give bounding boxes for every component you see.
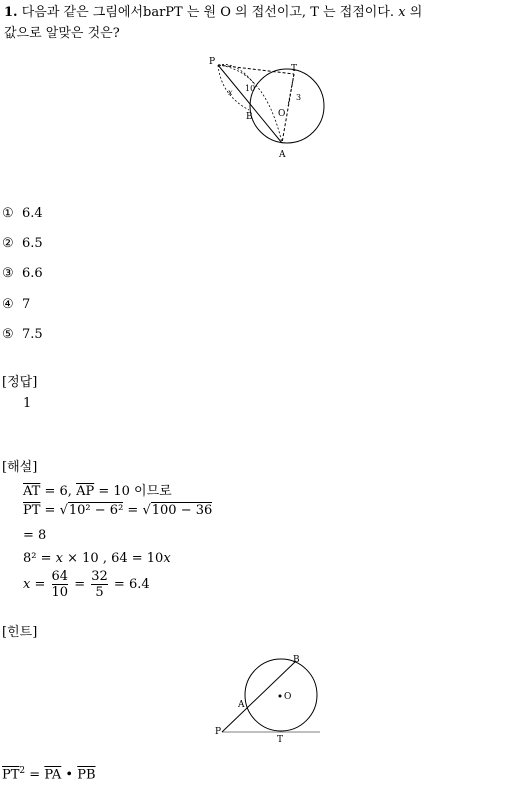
explanation-label: [해설]: [2, 460, 38, 475]
option-3-value: 6.6: [22, 266, 43, 281]
segment-pa: [218, 65, 282, 143]
answer-value: 1: [23, 396, 32, 411]
segment-pt: $\overline{PT}$: [23, 503, 41, 518]
radicand-2: 100 − 36: [151, 503, 213, 518]
eq-at: = 6,: [40, 484, 77, 499]
hint-label: [힌트]: [2, 625, 38, 640]
explanation-line-4: [23, 551, 171, 566]
option-2-value: 6.5: [22, 236, 43, 251]
option-1-value: 6.4: [22, 206, 43, 221]
brace-10: [218, 64, 255, 85]
option-1-number: ①: [2, 206, 14, 221]
sqrt-sign-1: √: [59, 503, 68, 518]
tangent-secant-figure: [205, 55, 335, 167]
question-line2: 값으로 알맞은 것은?: [4, 26, 120, 41]
formula-pa: $\overline{PA}$: [44, 767, 62, 783]
fraction-32-5: [91, 569, 108, 600]
segment-at: $\overline{AT}$: [23, 484, 41, 499]
question-variable: x: [398, 5, 406, 20]
line4-var2: x: [163, 551, 171, 566]
circle-o: [250, 69, 324, 143]
question-number: 1.: [4, 5, 18, 20]
hint-label-a: A: [238, 700, 245, 710]
label-x: x: [228, 88, 233, 97]
option-3-number: ③: [2, 266, 14, 281]
label-3: 3: [296, 93, 302, 102]
question-line1-end: 의: [409, 5, 423, 20]
line4-var: x: [55, 551, 63, 566]
option-5[interactable]: [2, 327, 43, 342]
question-line1: 다음과 같은 그림에서barPT 는 원 O 의 접선이고, T 는 접점이다.: [21, 5, 395, 20]
label-t: T: [291, 64, 298, 74]
option-5-number: ⑤: [2, 327, 14, 342]
fraction-2-numerator: 32: [91, 569, 108, 584]
option-4-number: ④: [2, 297, 14, 312]
radicand-1: 10² − 6²: [68, 503, 124, 518]
hint-label-b: B: [293, 655, 300, 665]
eq-ap: = 10: [94, 484, 135, 499]
explanation-line-3: = 8: [23, 528, 47, 543]
explanation-line-5: [23, 569, 150, 600]
formula-dot: •: [61, 767, 78, 783]
line5-var: x: [23, 577, 31, 592]
option-1[interactable]: [2, 206, 43, 221]
fraction-1-denominator: 10: [51, 585, 69, 600]
fraction-2-denominator: 5: [91, 584, 108, 600]
label-b: B: [246, 112, 253, 122]
eq-sqrt: =: [123, 503, 143, 518]
formula-pb: $\overline{PB}$: [77, 767, 96, 783]
formula-pt: $\overline{PT}$: [2, 767, 20, 783]
option-4[interactable]: [2, 297, 30, 312]
explanation-line-2: [23, 503, 212, 518]
label-p: P: [209, 57, 216, 67]
hint-formula: [2, 766, 96, 782]
answer-label: [정답]: [2, 375, 38, 390]
option-2-number: ②: [2, 236, 14, 251]
therefore-text: 이므로: [134, 484, 172, 499]
option-5-value: 7.5: [22, 327, 43, 342]
formula-exponent: 2: [19, 766, 26, 776]
option-4-value: 7: [22, 297, 31, 312]
hint-label-t: T: [277, 735, 284, 744]
eq-pt: =: [40, 503, 60, 518]
explanation-line-1: [23, 480, 172, 499]
label-10: 10: [245, 84, 256, 93]
center-dot: [279, 695, 282, 698]
line5-eq: =: [30, 577, 50, 592]
power-of-point-figure: [210, 652, 325, 744]
hint-label-o: O: [284, 692, 292, 702]
fraction-64-10: [52, 569, 69, 600]
line4-part-a: 8² =: [23, 551, 56, 566]
option-2[interactable]: [2, 236, 43, 251]
fraction-1-numerator: 64: [51, 569, 69, 584]
segment-ap: $\overline{AP}$: [76, 484, 95, 499]
sqrt-sign-2: √: [142, 503, 151, 518]
line5-eq2: =: [70, 577, 90, 592]
label-o: O: [278, 109, 286, 119]
option-3[interactable]: [2, 266, 43, 281]
question-text: [4, 2, 422, 44]
formula-eq: =: [25, 767, 45, 783]
line4-part-b: × 10 , 64 = 10: [62, 551, 164, 566]
hint-label-p: P: [215, 727, 222, 737]
label-a: A: [279, 150, 286, 160]
line5-result: = 6.4: [109, 577, 150, 592]
